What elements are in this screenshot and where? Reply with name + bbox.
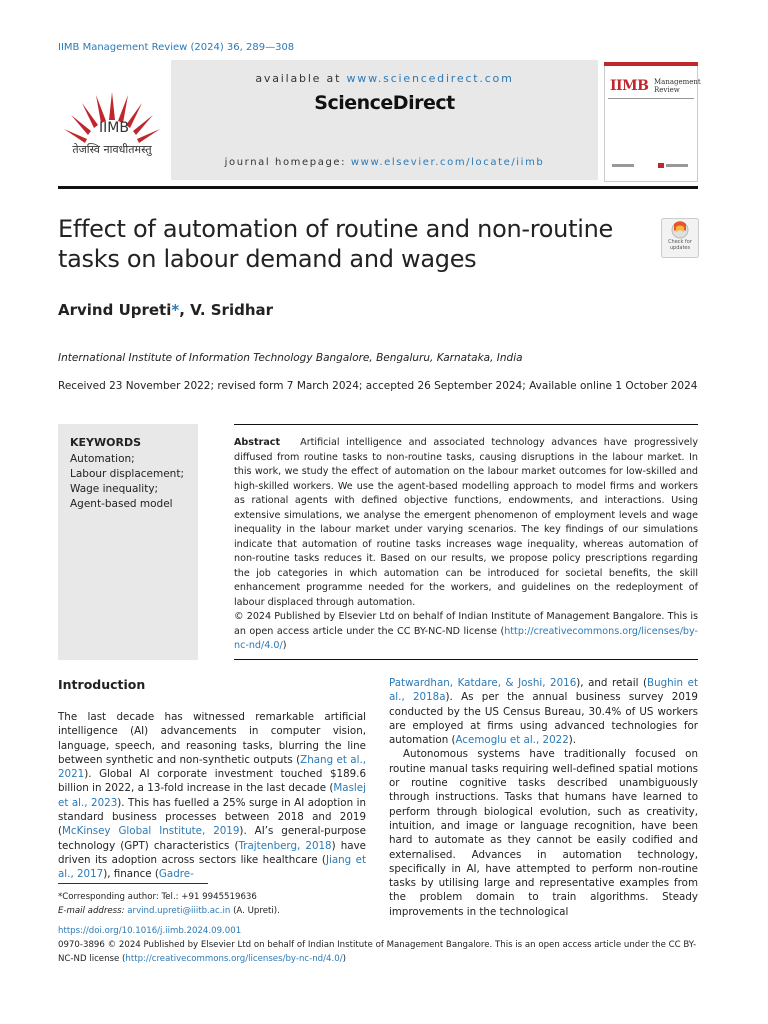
abstract bbox=[234, 436, 698, 654]
citation-link[interactable]: Zhang et al., 2021 bbox=[58, 753, 367, 781]
text-run: ). This has fuelled a 25% surge in AI adoption in standard business processes between 2018 and 2019 ( bbox=[58, 796, 366, 838]
text-run: ). bbox=[568, 734, 577, 747]
body-column-left bbox=[58, 710, 366, 882]
body-column-right bbox=[389, 676, 698, 919]
sciencedirect-brand: ScienceDirect bbox=[314, 92, 455, 114]
keyword: Agent-based model bbox=[70, 498, 173, 510]
paragraph: Autonomous systems have traditionally focused on routine manual tasks requiring well-defined spatial motions or routine cognitive tasks described unambiguously through instructions. Tasks that humans have learned to perform through biological evolution, such as creativity, intuition, and image or language recognition, have been hard to automate as they cannot be easily codified and externalised. Advances in automation technology, specifically in AI, have attempted to perform non-routine tasks by utilising large and representative examples from the problem domain to train algorithms. Steady improvements in the technological bbox=[389, 748, 698, 918]
doi-note bbox=[58, 924, 698, 938]
author-separator: , bbox=[179, 301, 191, 319]
check-updates-line-1: Check for bbox=[668, 239, 692, 245]
abstract-bottom-rule bbox=[234, 659, 698, 660]
text-run: ). Global AI corporate investment touched $189.6 billion in 2022, a 13-fold increase in the last decade ( bbox=[58, 768, 366, 795]
license-link[interactable]: http://creativecommons.org/licenses/by-nc-nd/4.0/ bbox=[125, 954, 343, 964]
citation-link[interactable]: Patwardhan, Katdare, & Joshi, 2016 bbox=[389, 677, 577, 689]
cover-publisher-marks-icon bbox=[608, 162, 694, 170]
text-run: ), finance ( bbox=[103, 868, 159, 881]
check-for-updates-icon[interactable] bbox=[661, 218, 699, 258]
abstract-text: Artificial intelligence and associated technology advances have progressively diffused from routine tasks to non-routine tasks, causing disruptions in the labour market. In this work, we study the effect of automation on the labour market outcomes for low-skilled and high-skilled workers. We use the agent-based modelling approach to model firms and workers as rational agents with defined objective functions, endowments, and interactions. Using extensive simulations, we analyse the emergent phenomenon of employment levels and wage inequality in the labour market under varying scenarios. The key findings of our simulations indicate that automation of routine tasks increases wage inequality, whereas automation of non-routine tasks reduces it. Based on our results, we propose policy prescriptions regarding the job categories in which automation can be introduced for societal benefits, the skill enhancement programme needed for the workers, and guidelines on the redeployment of labour displaced through automation. bbox=[234, 437, 698, 608]
text-run: ), and retail ( bbox=[576, 677, 648, 689]
cover-top-bar bbox=[604, 62, 698, 66]
author-name: Arvind Upreti bbox=[58, 301, 172, 319]
cover-divider bbox=[608, 98, 694, 99]
author-name: V. Sridhar bbox=[190, 301, 274, 319]
journal-reference: IIMB Management Review (2024) 36, 289—308 bbox=[58, 42, 295, 53]
keywords-list bbox=[70, 452, 184, 512]
logo-title: IIMB bbox=[99, 120, 129, 136]
check-updates-line-2: updates bbox=[669, 244, 691, 251]
author-list bbox=[58, 301, 273, 319]
available-prefix: available at bbox=[255, 72, 347, 85]
keyword: Automation; bbox=[70, 453, 135, 465]
header-rule bbox=[58, 186, 698, 189]
cover-name-line-1: Management bbox=[654, 78, 701, 86]
abstract-copyright: © 2024 Published by Elsevier Ltd on behalf of Indian Institute of Management Bangalore. This is an open access article under the CC BY-NC-ND license ( bbox=[234, 611, 698, 637]
homepage-prefix: journal homepage: bbox=[224, 157, 351, 168]
corresponding-author-note: *Corresponding author: Tel.: +91 9945519636 bbox=[58, 892, 257, 902]
citation-link[interactable]: Jiang et al., 2017 bbox=[58, 853, 366, 881]
cover-journal-name bbox=[654, 78, 701, 94]
citation-link[interactable]: McKinsey Global Institute, 2019 bbox=[62, 825, 240, 838]
text-run: ). As per the annual business survey 2019 conducted by the US Census Bureau, 30.4% of US workers are employed at firms using advanced technologies for automation ( bbox=[389, 691, 698, 747]
email-label: E-mail address: bbox=[58, 906, 125, 916]
issn-note bbox=[58, 938, 698, 966]
citation-link[interactable]: Bughin et al., 2018a bbox=[389, 677, 698, 704]
cover-iimb: IIMB bbox=[610, 78, 649, 94]
available-at bbox=[171, 72, 598, 85]
text-run: ) have driven its adoption across sectors like healthcare ( bbox=[58, 839, 366, 866]
email-note bbox=[58, 904, 698, 918]
logo-motto: तेजस्वि नावधीतमस्तु bbox=[72, 143, 152, 156]
journal-homepage bbox=[171, 157, 598, 168]
email-link[interactable]: arvind.upreti@iiitb.ac.in bbox=[127, 906, 231, 916]
text-run: The last decade has witnessed remarkable artificial intelligence (AI) advancements in computer vision, language, speech, and reasoning tasks, blurring the line between synthetic and non-synthetic outputs ( bbox=[58, 711, 366, 766]
doi-link[interactable]: https://doi.org/10.1016/j.iimb.2024.09.001 bbox=[58, 926, 242, 936]
footnote-rule bbox=[58, 883, 208, 884]
keyword: Wage inequality; bbox=[70, 483, 159, 495]
keywords-heading: KEYWORDS bbox=[70, 436, 142, 449]
issn-end: ) bbox=[342, 954, 346, 964]
sciencedirect-link[interactable]: www.sciencedirect.com bbox=[346, 72, 514, 85]
citation-link[interactable]: Acemoglu et al., 2022 bbox=[455, 734, 569, 747]
footnotes bbox=[58, 890, 698, 966]
paragraph bbox=[58, 710, 366, 882]
license-link[interactable]: http://creativecommons.org/licenses/by-nc-nd/4.0/ bbox=[234, 625, 698, 651]
abstract-label: Abstract bbox=[234, 437, 281, 448]
text-run: ). AI’s general-purpose technology (GPT) characteristics ( bbox=[58, 825, 366, 852]
section-heading-introduction: Introduction bbox=[58, 677, 146, 692]
citation-link[interactable]: Maslej et al., 2023 bbox=[58, 782, 366, 809]
citation-link[interactable]: Trajtenberg, 2018 bbox=[238, 839, 332, 852]
cover-name-line-2: Review bbox=[654, 86, 680, 94]
issn-text: 0970-3896 © 2024 Published by Elsevier Ltd on behalf of Indian Institute of Management Bangalore. This is an open access article under the CC BY-NC-ND license ( bbox=[58, 940, 697, 964]
email-tail: (A. Upreti). bbox=[230, 906, 280, 916]
corresponding-author-mark[interactable]: * bbox=[171, 301, 180, 319]
keyword: Labour displacement; bbox=[70, 468, 184, 480]
copyright-end: ) bbox=[282, 640, 287, 651]
affiliation: International Institute of Information Technology Bangalore, Bengaluru, Karnataka, India bbox=[58, 352, 523, 364]
check-for-updates-label bbox=[660, 240, 700, 251]
journal-homepage-link[interactable]: www.elsevier.com/locate/iimb bbox=[350, 157, 545, 168]
received-dates: Received 23 November 2022; revised form 7 March 2024; accepted 26 September 2024; Available online 1 October 2024 bbox=[58, 380, 698, 392]
paragraph bbox=[389, 676, 698, 747]
article-title: Effect of automation of routine and non-routine tasks on labour demand and wages bbox=[58, 215, 613, 273]
abstract-top-rule bbox=[234, 424, 698, 425]
citation-link[interactable]: Gadre- bbox=[158, 868, 194, 881]
